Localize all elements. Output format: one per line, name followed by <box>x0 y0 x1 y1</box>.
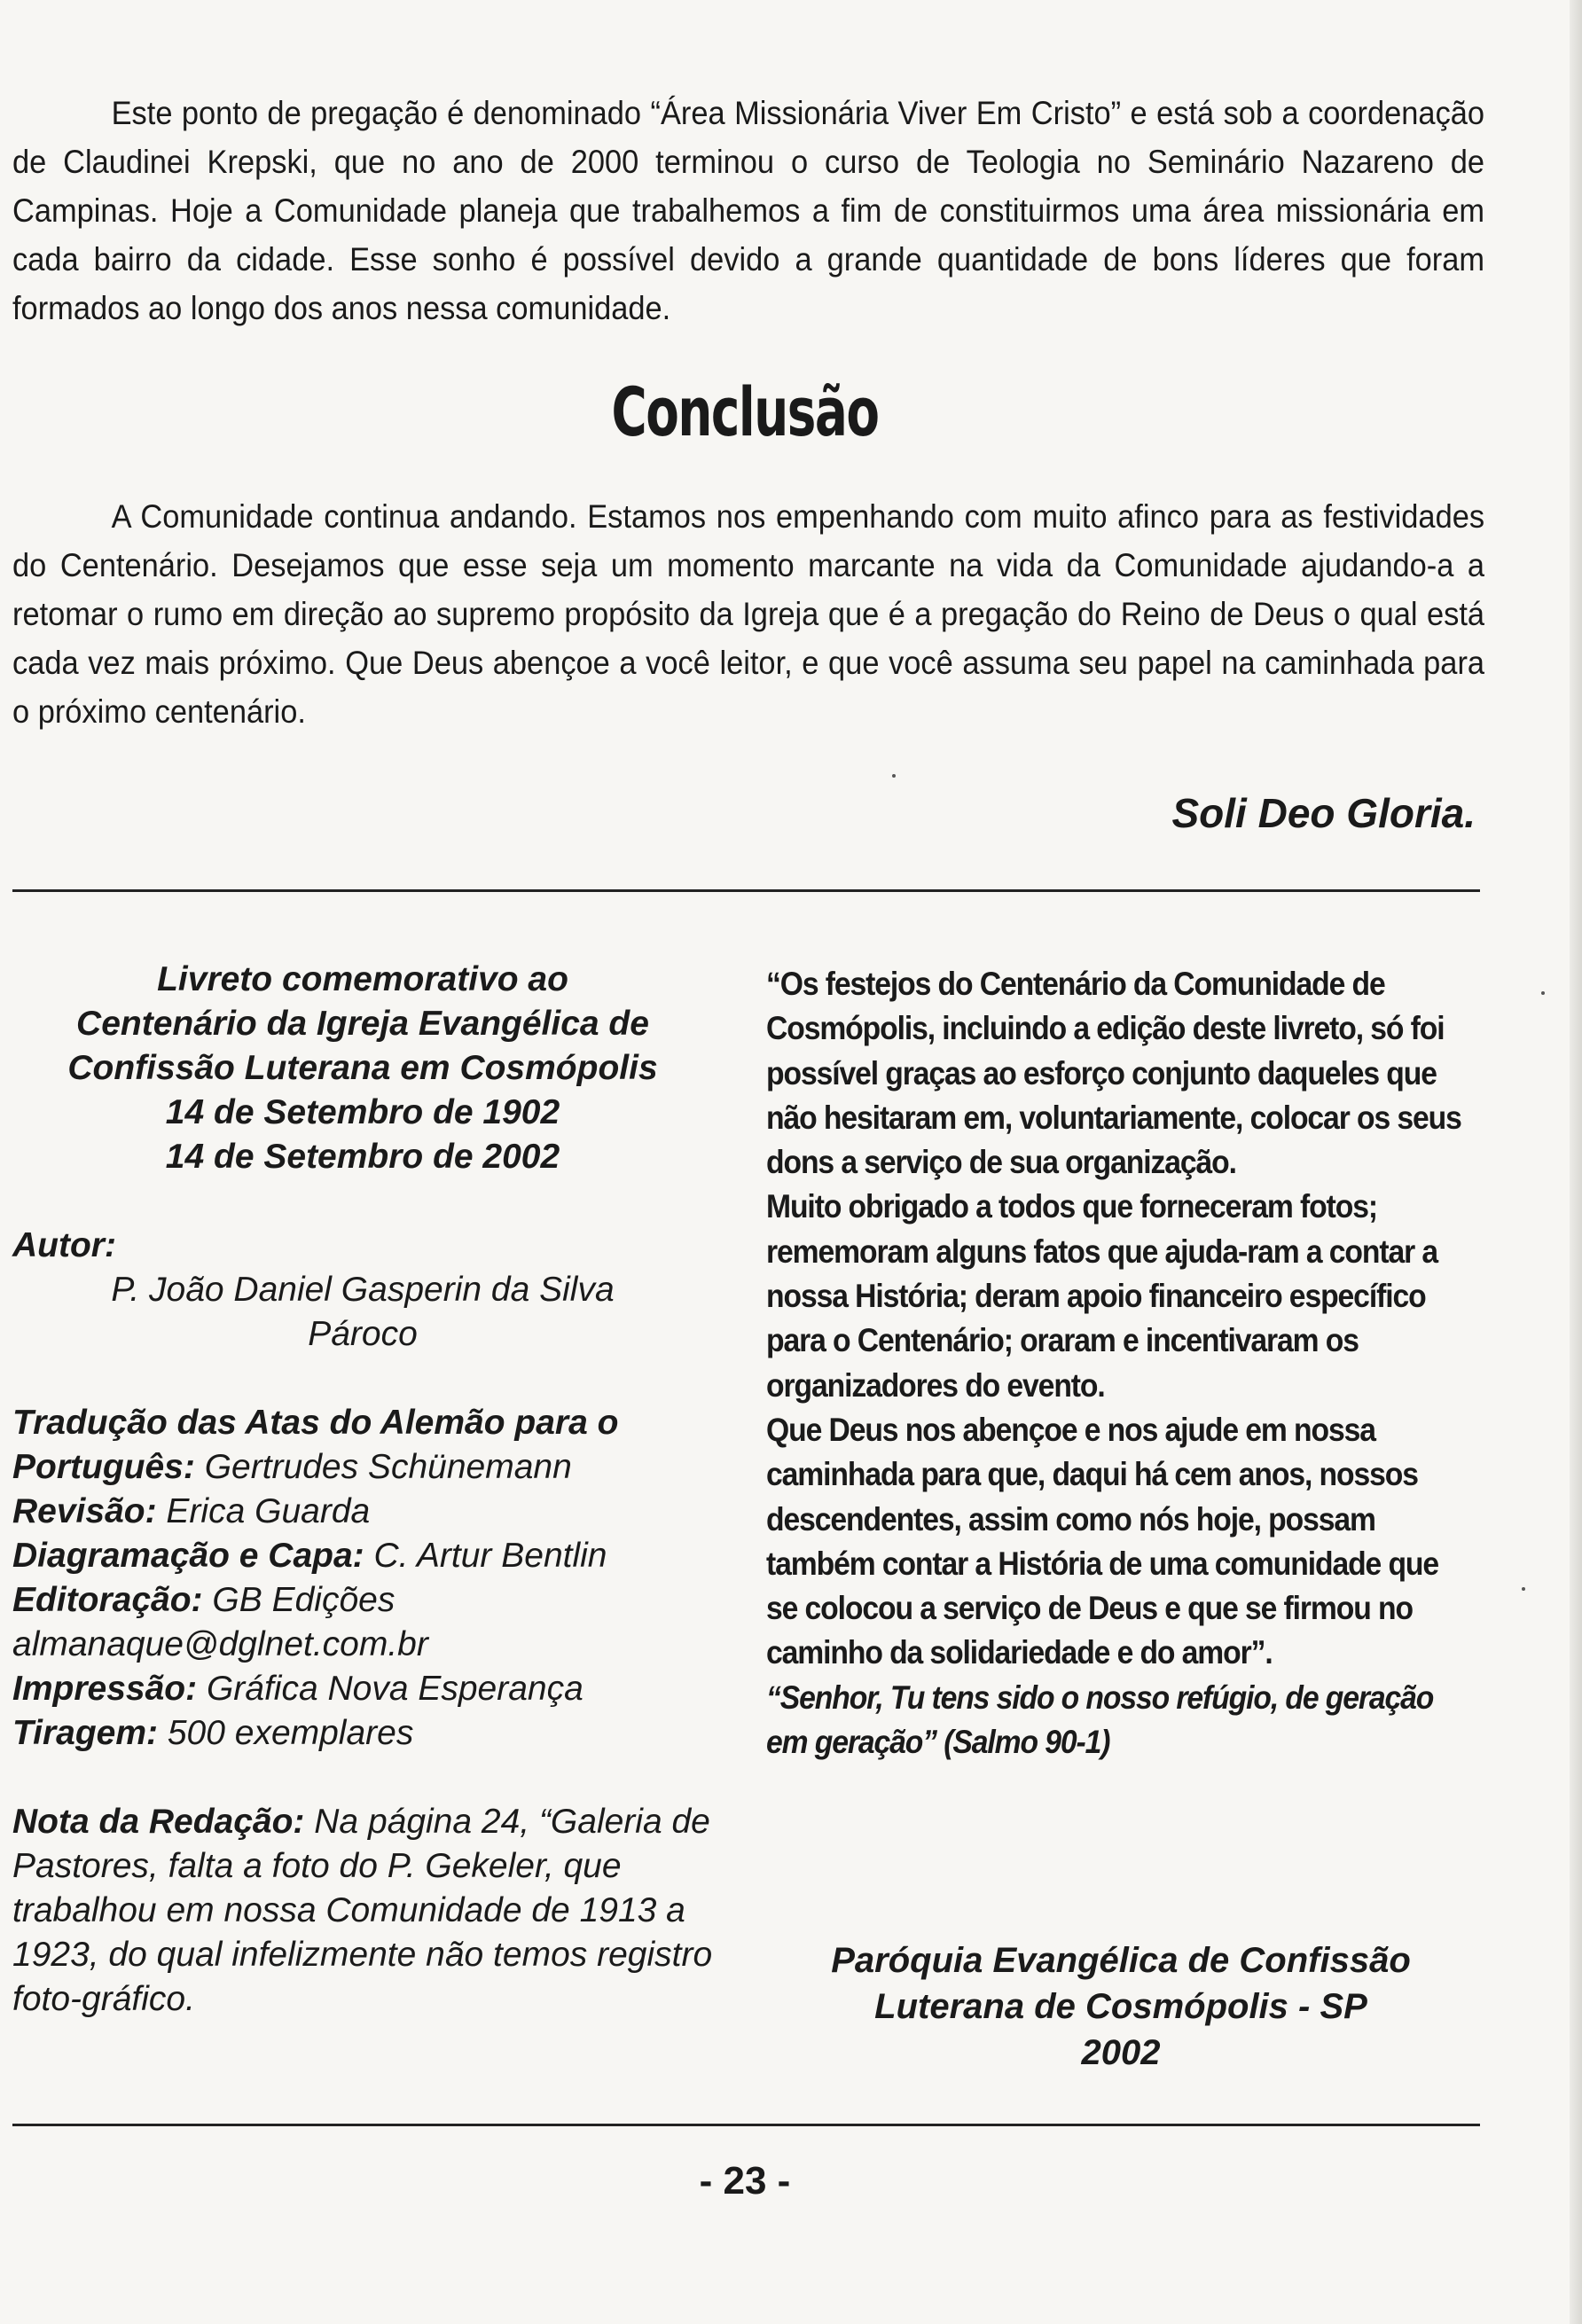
colophon-title-line: 14 de Setembro de 1902 <box>165 1093 560 1131</box>
print-speck <box>892 774 896 778</box>
printing-label: Impressão: <box>12 1670 198 1708</box>
editing-credit <box>12 1578 713 1623</box>
author-role: Pároco <box>308 1315 418 1353</box>
print-run-value: 500 exemplares <box>167 1714 414 1752</box>
note-text: Na página 24, “Galeria de Pastores, falta a foto do P. Gekeler, que trabalhou em nossa Comunidade de 1913 a 1923, do qual infelizmente não temos registro foto-gráfico. <box>12 1803 713 2018</box>
editing-label: Editoração: <box>12 1581 203 1619</box>
print-run-label: Tiragem: <box>12 1714 158 1752</box>
print-speck <box>1522 1587 1525 1591</box>
note-label: Nota da Redação: <box>12 1803 305 1841</box>
page-number: - 23 - <box>699 2159 791 2203</box>
acknowledgment-paragraph: “Os festejos do Centenário da Comunidade de Cosmópolis, incluindo a edição deste livreto, só foi possível graças ao esforço conjunto daqueles que não hesitaram em, voluntariamente, colocar os seus dons a serviço de sua organização. <box>766 966 1461 1181</box>
translation-value: Gertrudes Schünemann <box>204 1448 572 1486</box>
publisher-block <box>766 1937 1476 2076</box>
printing-value: Gráfica Nova Esperança <box>206 1670 583 1708</box>
colophon-title-line: Confissão Luterana em Cosmópolis <box>67 1049 658 1087</box>
editorial-note <box>12 1800 713 2022</box>
intro-paragraph: Este ponto de pregação é denominado “Área Missionária Viver Em Cristo” e está sob a coordenação de Claudinei Krepski, que no ano de 2000 terminou o curso de Teologia no Seminário Nazareno de Campinas. Hoje a Comunidade planeja que trabalhemos a fim de constituirmos uma área missionária em cada bairro da cidade. Esse sonho é possível devido a grande quantidade de bons líderes que foram formados ao longo dos anos nessa comunidade. <box>12 95 1485 326</box>
credits-block <box>12 1401 713 1756</box>
translation-label: Tradução das Atas do Alemão para o Português: <box>12 1404 619 1486</box>
section-divider-bottom <box>12 2124 1480 2126</box>
author-name: P. João Daniel Gasperin da Silva <box>111 1271 615 1309</box>
translation-credit <box>12 1401 713 1490</box>
colophon-title-line: Centenário da Igreja Evangélica de <box>76 1005 649 1043</box>
publisher-line: Luterana de Cosmópolis - SP <box>874 1987 1367 2026</box>
print-run-credit <box>12 1711 713 1756</box>
colophon-title-line: Livreto comemorativo ao <box>157 960 568 998</box>
section-heading: Conclusão <box>611 372 879 451</box>
contact-email: almanaque@dglnet.com.br <box>12 1625 428 1663</box>
page-edge-shadow <box>1570 0 1582 2324</box>
colophon-title-line: 14 de Setembro de 2002 <box>165 1138 560 1176</box>
acknowledgment-paragraph: Que Deus nos abençoe e nos ajude em nossa caminhada para que, daqui há cem anos, nossos descendentes, assim como nós hoje, possam também contar a História de uma comunidade que se colocou a serviço de Deus e que se firmou no caminho da solidariedade e do amor”. <box>766 1411 1439 1671</box>
revision-credit <box>12 1490 713 1534</box>
conclusion-paragraph: A Comunidade continua andando. Estamos nos empenhando com muito afinco para as festividades do Centenário. Desejamos que esse seja um momento marcante na vida da Comunidade ajudando-a a retomar o rumo em direção ao supremo propósito da Igreja que é a pregação do Reino de Deus o qual está cada vez mais próximo. Que Deus abençoe a você leitor, e que você assuma seu papel na caminhada para o próximo centenário. <box>12 498 1485 730</box>
publisher-year: 2002 <box>1081 2033 1161 2072</box>
colophon-title <box>12 958 713 1179</box>
revision-label: Revisão: <box>12 1492 157 1530</box>
printing-credit <box>12 1667 713 1711</box>
section-divider-top <box>12 889 1480 892</box>
print-speck <box>1541 991 1545 995</box>
editing-value: GB Edições <box>212 1581 396 1619</box>
revision-value: Erica Guarda <box>166 1492 371 1530</box>
colophon <box>12 958 713 2066</box>
author-block <box>12 1224 713 1357</box>
layout-label: Diagramação e Capa: <box>12 1537 364 1575</box>
layout-value: C. Artur Bentlin <box>373 1537 607 1575</box>
layout-credit <box>12 1534 713 1578</box>
acknowledgment-paragraph: Muito obrigado a todos que forneceram fotos; rememoram alguns fatos que ajuda-ram a contar a nossa História; deram apoio financeiro específico para o Centenário; oraram e incentivaram os organizadores do evento. <box>766 1188 1438 1404</box>
psalm-quote: “Senhor, Tu tens sido o nosso refúgio, de geração em geração” (Salmo 90-1) <box>766 1678 1434 1761</box>
author-label: Autor: <box>12 1226 116 1264</box>
closing-signature: Soli Deo Gloria. <box>1171 790 1476 836</box>
publisher-line: Paróquia Evangélica de Confissão <box>831 1941 1411 1980</box>
acknowledgment <box>766 962 1476 1765</box>
